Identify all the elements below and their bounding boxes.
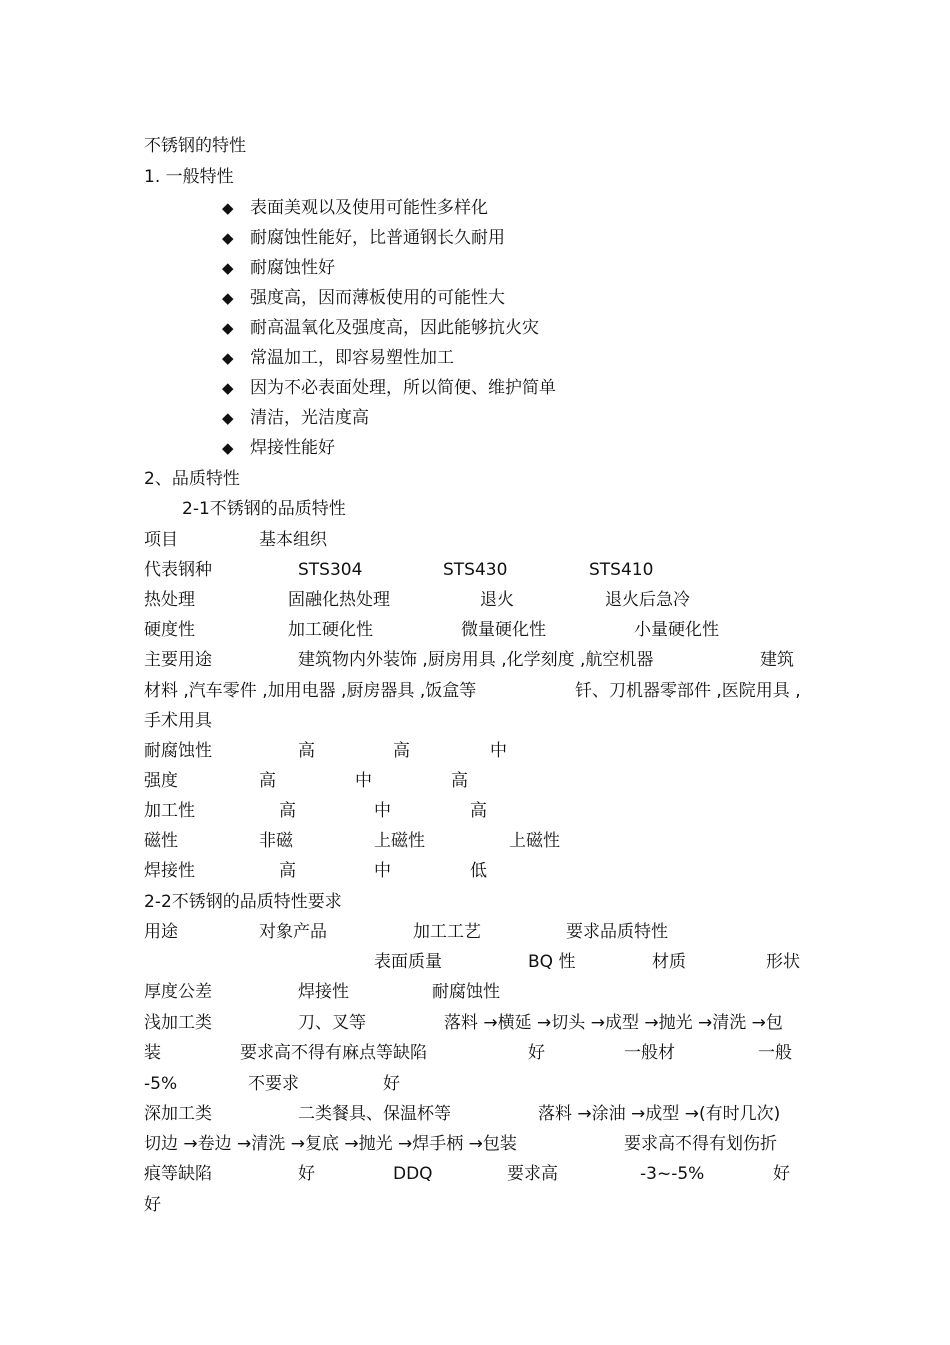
diamond-bullet-icon: ◆ bbox=[222, 409, 234, 427]
section-1-heading: 1. 一般特性 bbox=[144, 167, 234, 187]
table1-cell: 上磁性 bbox=[374, 831, 425, 851]
table2-cell: 不要求 bbox=[248, 1074, 299, 1094]
table1-cell: 主要用途 bbox=[144, 650, 212, 670]
table2-cell: 痕等缺陷 bbox=[144, 1164, 212, 1184]
table1-cell: 低 bbox=[470, 861, 487, 881]
table1-cell: 耐腐蚀性 bbox=[144, 741, 212, 761]
table2-cell: 好 bbox=[144, 1195, 161, 1215]
table1-cell: 代表钢种 bbox=[144, 560, 212, 580]
diamond-bullet-icon: ◆ bbox=[222, 199, 234, 217]
table1-cell: 硬度性 bbox=[144, 620, 195, 640]
subsection-2-2-heading: 2-2不锈钢的品质特性要求 bbox=[144, 892, 342, 912]
table2-cell: 落料 →横延 →切头 →成型 →抛光 →清洗 →包 bbox=[444, 1013, 783, 1033]
table1-cell: 项目 bbox=[144, 530, 178, 550]
table2-cell: 二类餐具、保温杯等 bbox=[298, 1104, 451, 1124]
bullet-text: 耐高温氧化及强度高，因此能够抗火灾 bbox=[250, 318, 539, 338]
table1-cell: 热处理 bbox=[144, 590, 195, 610]
diamond-bullet-icon: ◆ bbox=[222, 379, 234, 397]
table2-cell: 厚度公差 bbox=[144, 982, 212, 1002]
doc-title: 不锈钢的特性 bbox=[144, 136, 246, 156]
table2-cell: 好 bbox=[298, 1164, 315, 1184]
table2-cell: 耐腐蚀性 bbox=[432, 982, 500, 1002]
bullet-item bbox=[222, 288, 505, 308]
table2-cell: 装 bbox=[144, 1043, 161, 1063]
table1-cell: STS430 bbox=[443, 560, 508, 580]
table2-cell: 落料 →涂油 →成型 →(有时几次) bbox=[538, 1104, 781, 1124]
table1-cell: 磁性 bbox=[144, 831, 178, 851]
table2-cell: 要求高不得有麻点等缺陷 bbox=[240, 1043, 427, 1063]
bullet-text: 强度高，因而薄板使用的可能性大 bbox=[250, 288, 505, 308]
table2-cell: 要求品质特性 bbox=[566, 922, 668, 942]
table2-cell: 深加工类 bbox=[144, 1104, 212, 1124]
subsection-2-1-heading: 2-1不锈钢的品质特性 bbox=[182, 499, 346, 519]
table2-cell: 用途 bbox=[144, 922, 178, 942]
table1-cell: STS410 bbox=[589, 560, 654, 580]
bullet-item bbox=[222, 348, 454, 368]
table1-cell: 建筑 bbox=[760, 650, 794, 670]
table1-cell: 中 bbox=[490, 741, 507, 761]
table2-cell: 浅加工类 bbox=[144, 1013, 212, 1033]
bullet-text: 耐腐蚀性好 bbox=[250, 258, 335, 278]
table1-cell: 材料 ,汽车零件 ,加用电器 ,厨房器具 ,饭盒等 bbox=[144, 681, 477, 701]
table2-cell: 刀、叉等 bbox=[298, 1013, 366, 1033]
bullet-item bbox=[222, 438, 335, 458]
table1-cell: 高 bbox=[393, 741, 410, 761]
bullet-text: 常温加工，即容易塑性加工 bbox=[250, 348, 454, 368]
table1-cell: 加工性 bbox=[144, 801, 195, 821]
table2-cell: 好 bbox=[773, 1164, 790, 1184]
table2-cell: 焊接性 bbox=[298, 982, 349, 1002]
bullet-item bbox=[222, 318, 539, 338]
table1-cell: STS304 bbox=[298, 560, 363, 580]
table1-cell: 中 bbox=[374, 861, 391, 881]
table2-cell: 切边 →卷边 →清洗 →复底 →抛光 →焊手柄 →包装 bbox=[144, 1134, 517, 1154]
table1-cell: 建筑物内外装饰 ,厨房用具 ,化学刻度 ,航空机器 bbox=[298, 650, 654, 670]
table1-cell: 高 bbox=[279, 861, 296, 881]
table1-cell: 非磁 bbox=[259, 831, 293, 851]
table1-cell: 小量硬化性 bbox=[634, 620, 719, 640]
table2-cell: BQ 性 bbox=[528, 952, 576, 972]
table1-cell: 高 bbox=[279, 801, 296, 821]
table1-cell: 高 bbox=[259, 771, 276, 791]
table2-cell: 材质 bbox=[652, 952, 686, 972]
table1-cell: 退火 bbox=[480, 590, 514, 610]
table1-cell: 手术用具 bbox=[144, 711, 212, 731]
bullet-item bbox=[222, 258, 335, 278]
table1-cell: 强度 bbox=[144, 771, 178, 791]
table2-cell: 要求高 bbox=[507, 1164, 558, 1184]
table1-cell: 焊接性 bbox=[144, 861, 195, 881]
table2-cell: DDQ bbox=[393, 1164, 433, 1184]
bullet-text: 因为不必表面处理，所以简便、维护简单 bbox=[250, 378, 556, 398]
table1-cell: 固融化热处理 bbox=[288, 590, 390, 610]
table1-cell: 高 bbox=[451, 771, 468, 791]
table2-cell: 要求高不得有划伤折 bbox=[624, 1134, 777, 1154]
table1-cell: 上磁性 bbox=[509, 831, 560, 851]
table2-cell: 表面质量 bbox=[374, 952, 442, 972]
diamond-bullet-icon: ◆ bbox=[222, 349, 234, 367]
table2-cell: 好 bbox=[383, 1074, 400, 1094]
bullet-text: 焊接性能好 bbox=[250, 438, 335, 458]
bullet-item bbox=[222, 228, 505, 248]
table1-cell: 高 bbox=[298, 741, 315, 761]
diamond-bullet-icon: ◆ bbox=[222, 259, 234, 277]
table1-cell: 退火后急冷 bbox=[605, 590, 690, 610]
table1-cell: 微量硬化性 bbox=[461, 620, 546, 640]
table1-cell: 中 bbox=[374, 801, 391, 821]
bullet-text: 清洁，光洁度高 bbox=[250, 408, 369, 428]
table1-cell: 高 bbox=[470, 801, 487, 821]
table1-cell: 基本组织 bbox=[259, 530, 327, 550]
table2-cell: 形状 bbox=[766, 952, 800, 972]
table2-cell: 对象产品 bbox=[259, 922, 327, 942]
table1-cell: 加工硬化性 bbox=[288, 620, 373, 640]
diamond-bullet-icon: ◆ bbox=[222, 229, 234, 247]
diamond-bullet-icon: ◆ bbox=[222, 319, 234, 337]
table2-cell: -5% bbox=[144, 1074, 178, 1094]
bullet-text: 耐腐蚀性能好，比普通钢长久耐用 bbox=[250, 228, 505, 248]
table2-cell: 好 bbox=[528, 1043, 545, 1063]
bullet-item bbox=[222, 408, 369, 428]
table2-cell: 一般 bbox=[758, 1043, 792, 1063]
diamond-bullet-icon: ◆ bbox=[222, 439, 234, 457]
table1-cell: 钎、刀机器零部件 ,医院用具 , bbox=[575, 681, 801, 701]
table2-cell: -3~-5% bbox=[640, 1164, 705, 1184]
table2-cell: 加工工艺 bbox=[413, 922, 481, 942]
bullet-item bbox=[222, 198, 488, 218]
bullet-text: 表面美观以及使用可能性多样化 bbox=[250, 198, 488, 218]
table2-cell: 一般材 bbox=[624, 1043, 675, 1063]
diamond-bullet-icon: ◆ bbox=[222, 289, 234, 307]
bullet-item bbox=[222, 378, 556, 398]
section-2-heading: 2、品质特性 bbox=[144, 469, 240, 489]
table1-cell: 中 bbox=[355, 771, 372, 791]
